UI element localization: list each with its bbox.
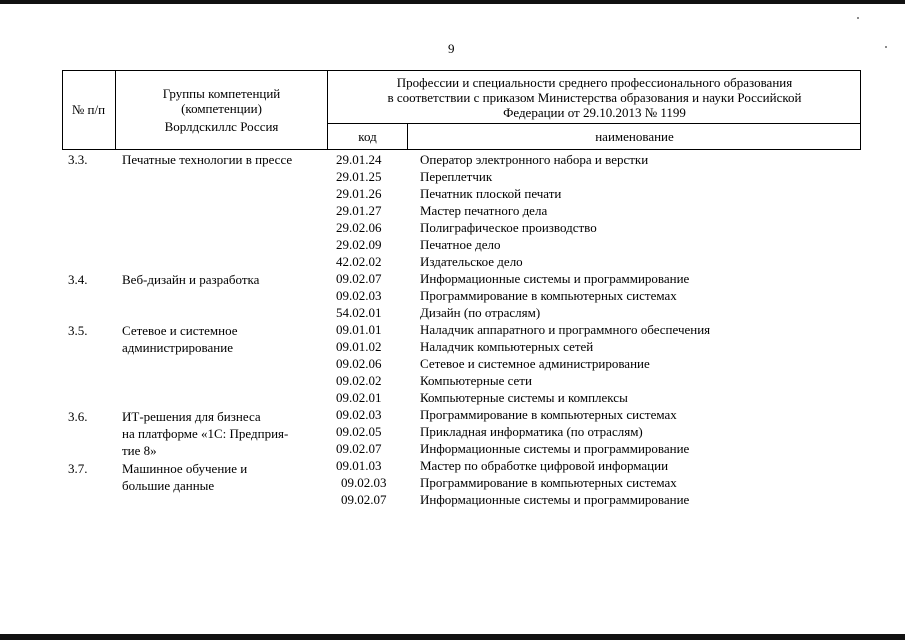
- header-col-name: наименование: [595, 129, 674, 144]
- header-col-group-line: (компетенции): [181, 101, 262, 116]
- code-cell: 09.01.03: [336, 458, 382, 473]
- name-cell: Наладчик компьютерных сетей: [420, 339, 594, 354]
- name-cell: Дизайн (по отраслям): [420, 305, 541, 320]
- header-col-prof-line: Федерации от 29.10.2013 № 1199: [503, 105, 686, 120]
- competency-group-line: Машинное обучение и: [122, 461, 248, 476]
- code-cell: 29.01.25: [336, 169, 382, 184]
- code-cell: 09.02.03: [336, 288, 382, 303]
- name-column: [420, 151, 860, 508]
- row-number: 3.5.: [68, 323, 88, 338]
- competency-group: [122, 151, 292, 168]
- scan-top-border: [0, 0, 905, 4]
- name-cell: Наладчик аппаратного и программного обеспечения: [420, 322, 711, 337]
- code-cell: 09.02.07: [336, 441, 382, 456]
- name-cell: Программирование в компьютерных системах: [420, 288, 677, 303]
- competency-group-line: Печатные технологии в прессе: [122, 152, 293, 167]
- code-cell: 54.02.01: [336, 305, 382, 320]
- code-cell: 09.02.03: [341, 475, 387, 490]
- competency-group: [122, 408, 288, 459]
- competency-group: [122, 322, 238, 356]
- name-cell: Печатник плоской печати: [420, 186, 562, 201]
- name-cell: Печатное дело: [420, 237, 501, 252]
- header-col-code: код: [358, 129, 377, 144]
- name-cell: Информационные системы и программирование: [420, 271, 690, 286]
- competency-group-line: на платформе «1С: Предприя-: [122, 426, 289, 441]
- code-cell: 29.01.27: [336, 203, 382, 218]
- scan-speck: [857, 17, 859, 19]
- name-cell: Информационные системы и программирование: [420, 441, 690, 456]
- header-col-group-line: Группы компетенций: [162, 86, 281, 101]
- header-col-professions: [328, 75, 861, 120]
- header-col-group: [116, 86, 327, 134]
- header-col-num: № п/п: [71, 102, 106, 117]
- header-bottom-rule: [62, 149, 861, 150]
- competency-group-line: Веб-дизайн и разработка: [122, 272, 260, 287]
- header-col-prof-line: в соответствии с приказом Министерства образования и науки Российской: [387, 90, 802, 105]
- code-cell: 29.02.06: [336, 220, 382, 235]
- name-cell: Полиграфическое производство: [420, 220, 597, 235]
- code-cell: 09.02.07: [336, 271, 382, 286]
- code-cell: 42.02.02: [336, 254, 382, 269]
- code-cell: 09.02.05: [336, 424, 382, 439]
- name-cell: Оператор электронного набора и верстки: [420, 152, 649, 167]
- row-number: 3.7.: [68, 461, 88, 476]
- competency-group: [122, 460, 247, 494]
- code-cell: 09.01.01: [336, 322, 382, 337]
- code-cell: 09.02.02: [336, 373, 382, 388]
- competency-group-line: администрирование: [122, 340, 233, 355]
- name-cell: Программирование в компьютерных системах: [420, 475, 677, 490]
- name-cell: Издательское дело: [420, 254, 523, 269]
- header-col-prof-line: Профессии и специальности среднего профессионального образования: [396, 75, 793, 90]
- code-cell: 29.01.24: [336, 152, 382, 167]
- code-cell: 29.01.26: [336, 186, 382, 201]
- code-cell: 09.02.07: [341, 492, 387, 507]
- name-cell: Информационные системы и программирование: [420, 492, 690, 507]
- code-cell: 09.02.01: [336, 390, 382, 405]
- scan-speck: [885, 46, 887, 48]
- name-cell: Компьютерные сети: [420, 373, 532, 388]
- table-header: [62, 70, 861, 150]
- competency-group-line: большие данные: [122, 478, 215, 493]
- page-number: 9: [448, 41, 455, 56]
- code-column: [336, 151, 408, 508]
- row-number: 3.6.: [68, 409, 88, 424]
- name-cell: Мастер по обработке цифровой информации: [420, 458, 669, 473]
- code-cell: 09.01.02: [336, 339, 382, 354]
- competency-group: [122, 271, 259, 288]
- scan-bottom-border: [0, 634, 905, 640]
- code-cell: 09.02.06: [336, 356, 382, 371]
- code-cell: 09.02.03: [336, 407, 382, 422]
- row-number: 3.3.: [68, 152, 88, 167]
- header-top-rule: [62, 70, 861, 71]
- competency-group-line: ИТ-решения для бизнеса: [122, 409, 261, 424]
- name-cell: Компьютерные системы и комплексы: [420, 390, 628, 405]
- row-number: 3.4.: [68, 272, 88, 287]
- name-cell: Переплетчик: [420, 169, 493, 184]
- competency-group-line: тие 8»: [122, 443, 157, 458]
- name-cell: Сетевое и системное администрирование: [420, 356, 650, 371]
- name-cell: Мастер печатного дела: [420, 203, 548, 218]
- code-cell: 29.02.09: [336, 237, 382, 252]
- competency-group-line: Сетевое и системное: [122, 323, 238, 338]
- name-cell: Программирование в компьютерных системах: [420, 407, 677, 422]
- name-cell: Прикладная информатика (по отраслям): [420, 424, 643, 439]
- header-col-group-line: Ворлдскиллс Россия: [164, 119, 279, 134]
